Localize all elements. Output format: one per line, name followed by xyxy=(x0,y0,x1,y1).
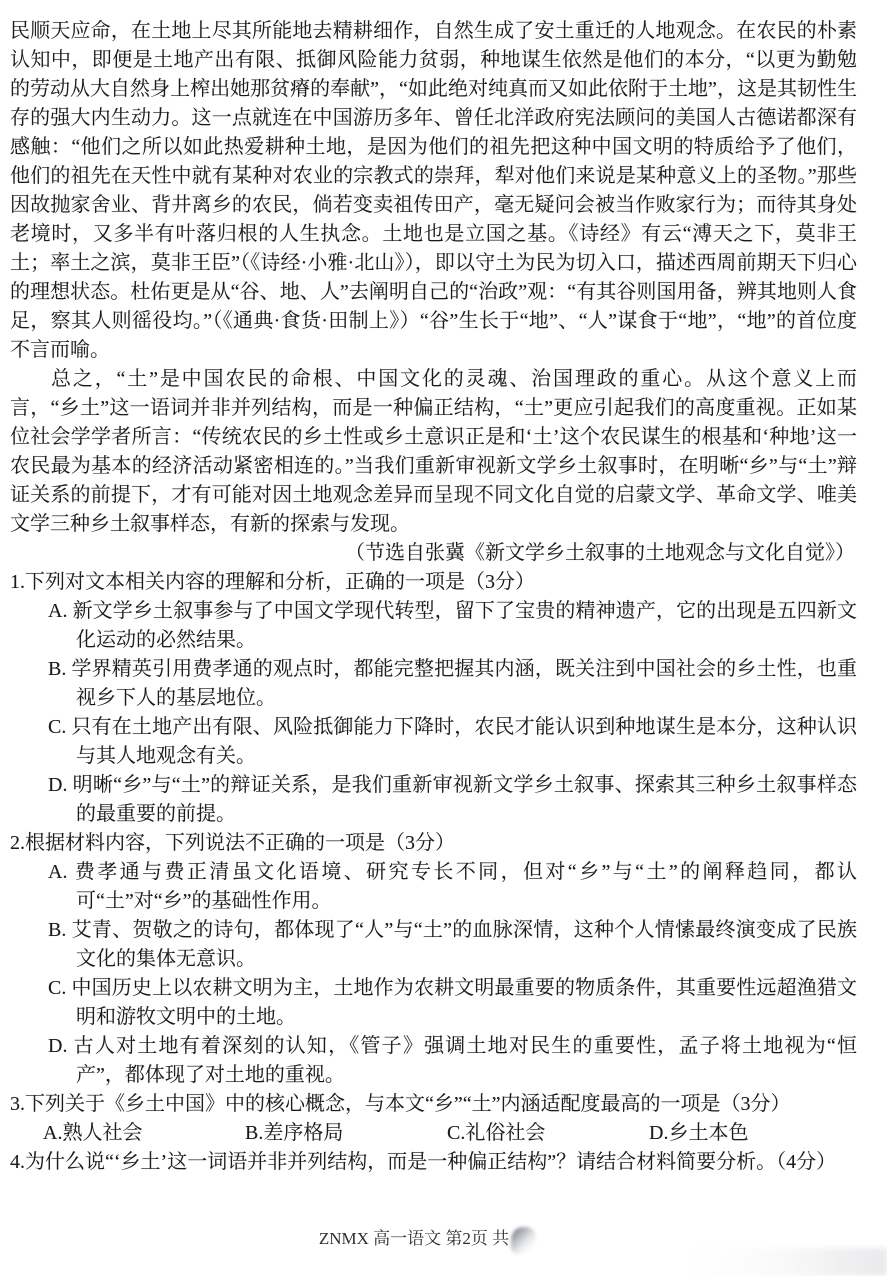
option-text: 新文学乡土叙事参与了中国文学现代转型，留下了宝贵的精神遗产，它的出现是五四新文化运动的必然结果。 xyxy=(72,600,857,651)
question-1 xyxy=(10,568,857,829)
option-text: 中国历史上以农耕文明为主，土地作为农耕文明最重要的物质条件，其重要性远超渔猎文明和游牧文明中的土地。 xyxy=(71,977,857,1028)
passage-attribution: （节选自张冀《新文学乡土叙事的土地观念与文化自觉》） xyxy=(345,542,855,564)
scan-smudge-artifact xyxy=(511,1227,536,1254)
option-text: 学界精英引用费孝通的观点时，都能完整把握其内涵，既关注到中国社会的乡土性，也重视乡下人的基层地位。 xyxy=(71,658,857,709)
option-label: B. xyxy=(48,658,67,680)
question-2-option-d xyxy=(10,1032,857,1090)
question-2 xyxy=(10,829,857,1090)
footer-text: ZNMX 高一语文 第2页 共 xyxy=(318,1229,510,1248)
option-label: D. xyxy=(48,1035,68,1057)
question-1-option-c xyxy=(10,713,857,771)
inline-option-b: B.差序格局 xyxy=(245,1122,344,1144)
scan-corner-shading-artifact xyxy=(687,1248,887,1276)
question-1-stem: 1.下列对文本相关内容的理解和分析，正确的一项是（3分） xyxy=(10,571,535,593)
question-4-stem: 4.为什么说“‘乡土’这一词语并非并列结构，而是一种偏正结构”？请结合材料简要分析。（4分） xyxy=(10,1151,837,1173)
question-2-option-b xyxy=(10,916,857,974)
question-3-stem: 3.下列关于《乡土中国》中的核心概念，与本文“乡”“土”内涵适配度最高的一项是（3分） xyxy=(10,1093,791,1115)
footer-inner xyxy=(319,1229,536,1248)
inline-option-d: D.乡土本色 xyxy=(649,1122,749,1144)
option-text: 费孝通与费正清虽文化语境、研究专长不同，但对“乡”与“土”的阐释趋同，都认可“土”对“乡”的基础性作用。 xyxy=(72,861,857,912)
question-1-option-d xyxy=(10,771,857,829)
question-4 xyxy=(10,1148,857,1177)
option-text: 只有在土地产出有限、风险抵御能力下降时，农民才能认识到种地谋生是本分，这种认识与其人地观念有关。 xyxy=(71,716,857,767)
question-2-option-a xyxy=(10,858,857,916)
passage-paragraph-continuation: 民顺天应命，在土地上尽其所能地去精耕细作，自然生成了安土重迁的人地观念。在农民的朴素认知中，即便是土地产出有限、抵御风险能力贫弱，种地谋生依然是他们的本分，“以更为勤勉的劳动从大自然身上榨出她那贫瘠的奉献”，“如此绝对纯真而又如此依附于土地”，这是其韧性生存的强大内生动力。这一点就连在中国游历多年、曾任北洋政府宪法顾问的美国人古德诺都深有感触：“他们之所以如此热爱耕种土地，是因为他们的祖先把这种中国文明的特质给予了他们，他们的祖先在天性中就有某种对农业的宗教式的崇拜，犁对他们来说是某种意义上的圣物。”那些因故抛家舍业、背井离乡的农民，倘若变卖祖传田产，毫无疑问会被当作败家行为；而待其身处老境时，又多半有叶落归根的人生执念。土地也是立国之基。《诗经》有云“溥天之下，莫非王土；率土之滨，莫非王臣”（《诗经·小雅·北山》），即以守土为民为切入口，描述西周前期天下归心的理想状态。杜佑更是从“谷、地、人”去阐明自己的“治政”观：“有其谷则国用备，辨其地则人食足，察其人则徭役均。”（《通典·食货·田制上》）“谷”生长于“地”、“人”谋食于“地”，“地”的首位度不言而喻。 xyxy=(10,20,857,361)
question-3-options-row xyxy=(10,1119,857,1148)
option-label: C. xyxy=(48,716,67,738)
inline-option-c: C.礼俗社会 xyxy=(447,1122,546,1144)
option-text: 艾青、贺敬之的诗句，都体现了“人”与“土”的血脉深情，这种个人情愫最终演变成了民族文化的集体无意识。 xyxy=(71,919,857,970)
option-text: 明晰“乡”与“土”的辩证关系，是我们重新审视新文学乡土叙事、探索其三种乡土叙事样态的最重要的前提。 xyxy=(72,774,857,825)
option-label: A. xyxy=(48,600,68,622)
option-label: A. xyxy=(48,861,68,883)
option-label: B. xyxy=(48,919,67,941)
question-2-option-c xyxy=(10,974,857,1032)
option-text: 古人对土地有着深刻的认知，《管子》强调土地对民生的重要性，孟子将土地视为“恒产”，都体现了对土地的重视。 xyxy=(72,1035,857,1086)
option-label: D. xyxy=(48,774,68,796)
question-2-stem: 2.根据材料内容，下列说法不正确的一项是（3分） xyxy=(10,832,455,854)
question-1-option-a xyxy=(10,597,857,655)
passage-paragraph-summary: 总之，“土”是中国农民的命根、中国文化的灵魂、治国理政的重心。从这个意义上而言，“乡土”这一语词并非并列结构，而是一种偏正结构，“土”更应引起我们的高度重视。正如某位社会学学者所言：“传统农民的乡土性或乡土意识正是和‘土’这个农民谋生的根基和‘种地’这一农民最为基本的经济活动紧密相连的。”当我们重新审视新文学乡土叙事时，在明晰“乡”与“土”辩证关系的前提下，才有可能对因土地观念差异而呈现不同文化自觉的启蒙文学、革命文学、唯美文学三种乡土叙事样态，有新的探索与发现。 xyxy=(10,368,857,535)
option-label: C. xyxy=(48,977,67,999)
question-3 xyxy=(10,1090,857,1148)
question-1-option-b xyxy=(10,655,857,713)
inline-option-a: A.熟人社会 xyxy=(43,1122,143,1144)
